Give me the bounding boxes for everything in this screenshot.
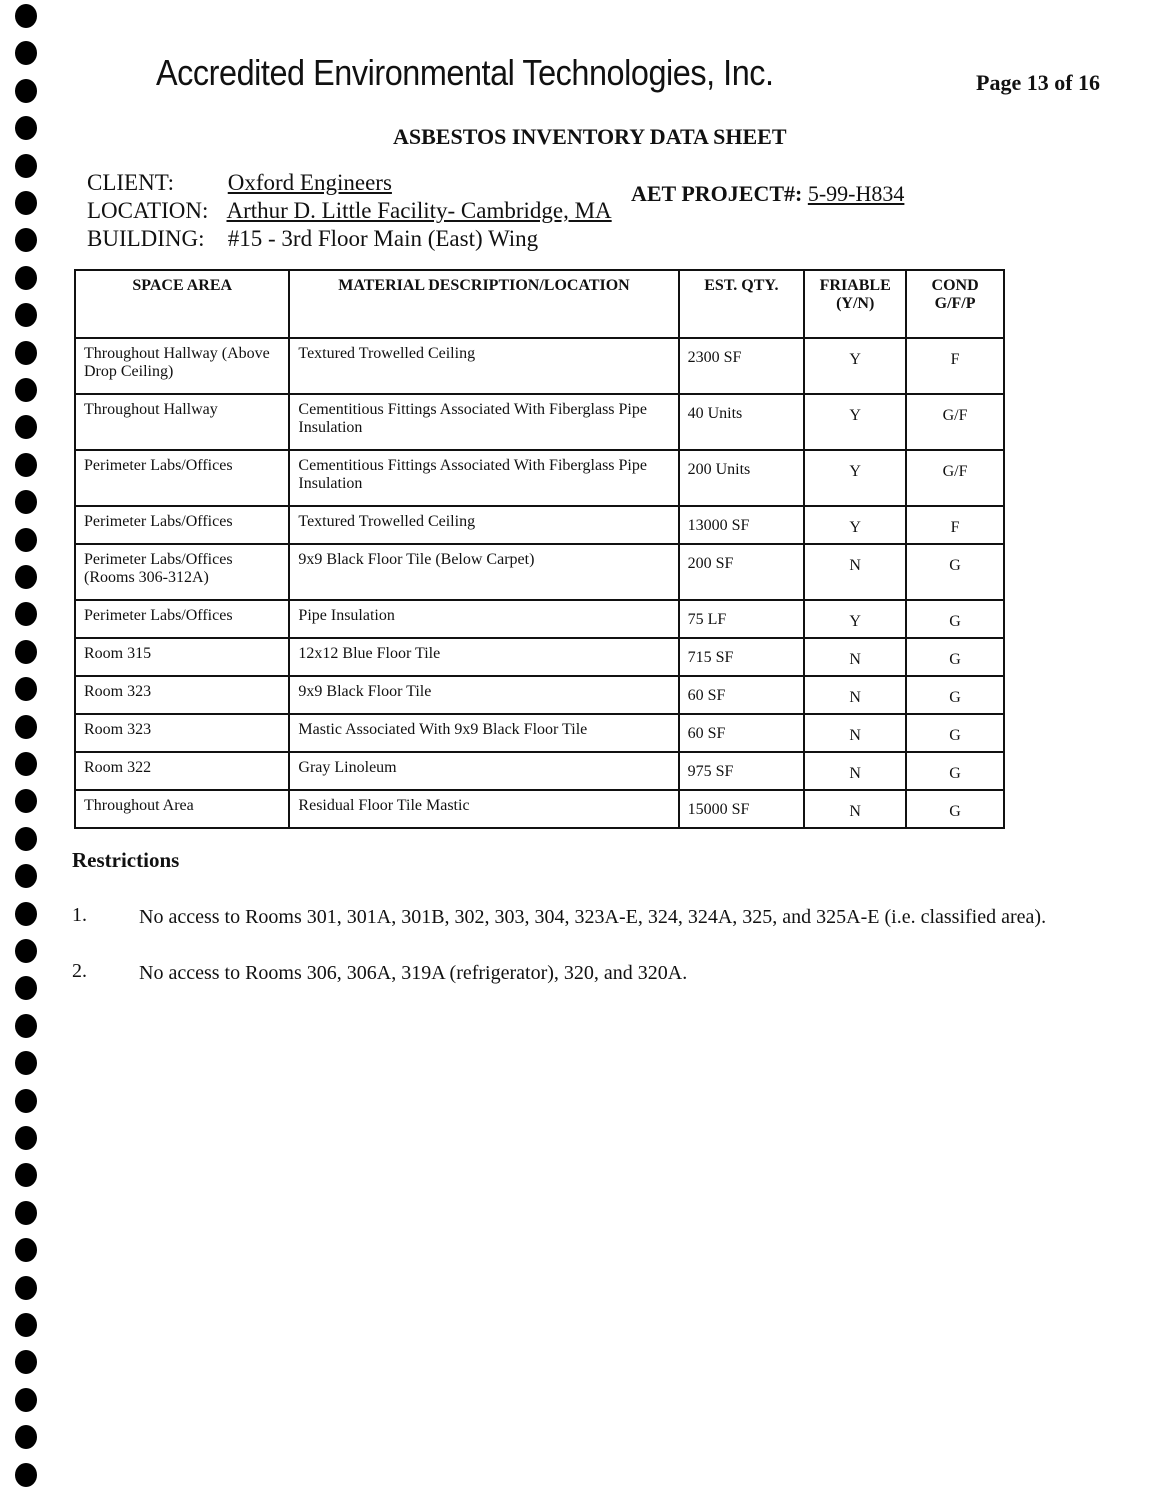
client-label: CLIENT: <box>87 170 175 195</box>
cell-space-area: Throughout Area <box>75 790 289 828</box>
cell-material: 12x12 Blue Floor Tile <box>289 638 678 676</box>
cell-space-area: Room 322 <box>75 752 289 790</box>
binder-hole <box>15 1201 37 1225</box>
cell-cond: G <box>906 676 1004 714</box>
cell-material: Mastic Associated With 9x9 Black Floor Tile <box>289 714 678 752</box>
binder-hole <box>15 528 37 552</box>
cell-space-area: Throughout Hallway <box>75 394 289 450</box>
binder-hole <box>15 1388 37 1412</box>
cell-material: Gray Linoleum <box>289 752 678 790</box>
building-label: BUILDING: <box>87 226 205 251</box>
cell-space-area: Room 315 <box>75 638 289 676</box>
cell-qty: 200 Units <box>679 450 805 506</box>
cell-cond: G <box>906 638 1004 676</box>
cell-material: 9x9 Black Floor Tile (Below Carpet) <box>289 544 678 600</box>
binder-hole <box>15 1126 37 1150</box>
table-row <box>75 790 1004 828</box>
header-space-area: SPACE AREA <box>75 270 289 338</box>
cell-space-area: Throughout Hallway (Above Drop Ceiling) <box>75 338 289 394</box>
binder-hole <box>15 827 37 851</box>
binder-hole <box>15 1163 37 1187</box>
header-material: MATERIAL DESCRIPTION/LOCATION <box>289 270 678 338</box>
building-value: #15 - 3rd Floor Main (East) Wing <box>227 226 539 251</box>
binder-hole <box>15 640 37 664</box>
cell-space-area: Room 323 <box>75 714 289 752</box>
binder-hole <box>15 378 37 402</box>
cell-qty: 200 SF <box>679 544 805 600</box>
client-line <box>87 170 392 196</box>
binder-hole <box>15 1276 37 1300</box>
binder-hole <box>15 191 37 215</box>
binder-hole <box>15 1350 37 1374</box>
restriction-number: 1. <box>72 904 87 926</box>
cell-friable: Y <box>804 394 906 450</box>
cell-cond: G <box>906 544 1004 600</box>
binder-hole <box>15 602 37 626</box>
binder-hole <box>15 41 37 65</box>
binder-hole <box>15 1425 37 1449</box>
cell-space-area: Perimeter Labs/Offices <box>75 600 289 638</box>
cell-space-area: Perimeter Labs/Offices (Rooms 306-312A) <box>75 544 289 600</box>
cell-cond: G/F <box>906 450 1004 506</box>
binder-hole <box>15 341 37 365</box>
binder-hole <box>15 1238 37 1262</box>
inventory-table <box>74 269 1005 829</box>
header-friable: FRIABLE (Y/N) <box>804 270 906 338</box>
binder-holes <box>0 0 40 1500</box>
binder-hole <box>15 1089 37 1113</box>
binder-hole <box>15 752 37 776</box>
binder-hole <box>15 1313 37 1337</box>
binder-hole <box>15 902 37 926</box>
binder-hole <box>15 1463 37 1487</box>
cell-material: Cementitious Fittings Associated With Fiberglass Pipe Insulation <box>289 394 678 450</box>
project-line <box>631 181 904 207</box>
project-label: AET PROJECT#: <box>631 181 803 206</box>
cell-space-area: Room 323 <box>75 676 289 714</box>
binder-hole <box>15 789 37 813</box>
cell-cond: G <box>906 600 1004 638</box>
table-row <box>75 752 1004 790</box>
cell-friable: N <box>804 752 906 790</box>
binder-hole <box>15 677 37 701</box>
header-qty: EST. QTY. <box>679 270 805 338</box>
cell-material: Textured Trowelled Ceiling <box>289 506 678 544</box>
building-line <box>87 226 538 252</box>
cell-qty: 60 SF <box>679 714 805 752</box>
location-label: LOCATION: <box>87 198 209 223</box>
cell-friable: N <box>804 638 906 676</box>
page-number: Page 13 of 16 <box>976 70 1101 95</box>
cell-material: Residual Floor Tile Mastic <box>289 790 678 828</box>
cell-cond: G <box>906 790 1004 828</box>
binder-hole <box>15 976 37 1000</box>
cell-friable: N <box>804 790 906 828</box>
cell-cond: G <box>906 714 1004 752</box>
binder-hole <box>15 715 37 739</box>
table-row <box>75 638 1004 676</box>
cell-space-area: Perimeter Labs/Offices <box>75 450 289 506</box>
cell-space-area: Perimeter Labs/Offices <box>75 506 289 544</box>
binder-hole <box>15 266 37 290</box>
binder-hole <box>15 154 37 178</box>
cell-qty: 2300 SF <box>679 338 805 394</box>
cell-qty: 40 Units <box>679 394 805 450</box>
binder-hole <box>15 864 37 888</box>
table-row <box>75 450 1004 506</box>
table-row <box>75 676 1004 714</box>
cell-cond: F <box>906 338 1004 394</box>
binder-hole <box>15 116 37 140</box>
location-line <box>87 198 612 224</box>
table-row <box>75 714 1004 752</box>
cell-material: Textured Trowelled Ceiling <box>289 338 678 394</box>
cell-friable: N <box>804 676 906 714</box>
binder-hole <box>15 4 37 28</box>
table-row <box>75 600 1004 638</box>
binder-hole <box>15 79 37 103</box>
cell-friable: N <box>804 714 906 752</box>
cell-qty: 75 LF <box>679 600 805 638</box>
sheet-title: ASBESTOS INVENTORY DATA SHEET <box>393 124 787 149</box>
cell-qty: 715 SF <box>679 638 805 676</box>
restriction-number: 2. <box>72 960 87 982</box>
binder-hole <box>15 490 37 514</box>
table-row <box>75 544 1004 600</box>
cell-cond: G/F <box>906 394 1004 450</box>
project-value: 5-99-H834 <box>807 181 905 206</box>
table-row <box>75 394 1004 450</box>
binder-hole <box>15 1051 37 1075</box>
binder-hole <box>15 1014 37 1038</box>
client-value: Oxford Engineers <box>227 170 392 195</box>
restriction-text: No access to Rooms 306, 306A, 319A (refrigerator), 320, and 320A. <box>139 962 688 984</box>
cell-qty: 15000 SF <box>679 790 805 828</box>
cell-cond: G <box>906 752 1004 790</box>
restriction-text: No access to Rooms 301, 301A, 301B, 302, 303, 304, 323A-E, 324, 324A, 325, and 325A-E (i.e. classified area). <box>139 906 1047 928</box>
restrictions-title: Restrictions <box>72 848 180 872</box>
binder-hole <box>15 565 37 589</box>
table-row <box>75 338 1004 394</box>
cell-cond: F <box>906 506 1004 544</box>
location-value: Arthur D. Little Facility- Cambridge, MA <box>226 198 612 223</box>
cell-material: 9x9 Black Floor Tile <box>289 676 678 714</box>
cell-material: Cementitious Fittings Associated With Fiberglass Pipe Insulation <box>289 450 678 506</box>
binder-hole <box>15 939 37 963</box>
binder-hole <box>15 415 37 439</box>
table-header-row <box>75 270 1004 338</box>
binder-hole <box>15 453 37 477</box>
binder-hole <box>15 228 37 252</box>
cell-qty: 13000 SF <box>679 506 805 544</box>
binder-hole <box>15 303 37 327</box>
cell-material: Pipe Insulation <box>289 600 678 638</box>
header-cond: COND G/F/P <box>906 270 1004 338</box>
cell-friable: Y <box>804 338 906 394</box>
table-row <box>75 506 1004 544</box>
cell-qty: 975 SF <box>679 752 805 790</box>
company-name: Accredited Environmental Technologies, Inc. <box>156 52 774 93</box>
cell-friable: Y <box>804 506 906 544</box>
cell-friable: N <box>804 544 906 600</box>
cell-friable: Y <box>804 600 906 638</box>
cell-friable: Y <box>804 450 906 506</box>
cell-qty: 60 SF <box>679 676 805 714</box>
